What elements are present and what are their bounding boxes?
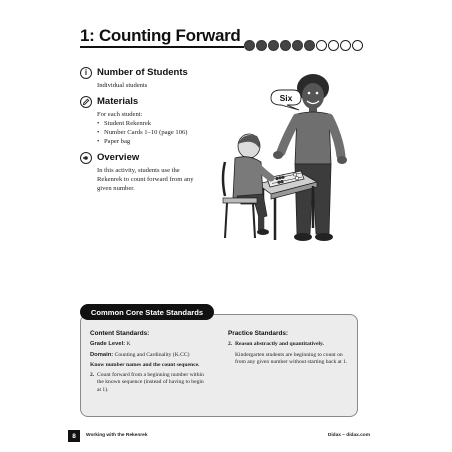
footer-book-title: Working with the Rekenrek bbox=[86, 433, 148, 438]
bead-icon bbox=[256, 40, 267, 51]
bead-icon bbox=[340, 40, 351, 51]
page-number: 8 bbox=[68, 430, 80, 442]
bead-icon bbox=[304, 40, 315, 51]
section-title: Materials bbox=[97, 96, 139, 107]
materials-list bbox=[97, 119, 188, 146]
rekenrek-beads-decoration bbox=[244, 40, 363, 52]
list-item: • Student Rekenrek bbox=[97, 119, 188, 128]
bead-icon bbox=[352, 40, 363, 51]
standard-line: at 1). bbox=[97, 386, 109, 393]
pencil-icon bbox=[80, 96, 92, 108]
section-body: Individual students bbox=[97, 82, 148, 89]
bead-icon bbox=[280, 40, 291, 51]
materials-intro: For each student: bbox=[97, 111, 143, 118]
bead-icon bbox=[292, 40, 303, 51]
overview-line: In this activity, students use the bbox=[97, 167, 180, 174]
standard-number: 2. bbox=[90, 372, 95, 379]
section-materials bbox=[80, 95, 188, 146]
content-standards bbox=[90, 330, 222, 397]
bead-icon bbox=[244, 40, 255, 51]
list-item: • Paper bag bbox=[97, 137, 188, 146]
page-title: 1: Counting Forward bbox=[80, 26, 241, 45]
list-item: • Number Cards 1–10 (page 106) bbox=[97, 128, 188, 137]
title-rule bbox=[80, 46, 244, 48]
section-title: Number of Students bbox=[97, 67, 188, 78]
play-icon bbox=[80, 152, 92, 164]
section-number-of-students bbox=[80, 66, 188, 90]
bead-icon bbox=[328, 40, 339, 51]
content-standards-heading: Content Standards: bbox=[90, 330, 150, 337]
domain-value: Counting and Cardinality (K.CC) bbox=[114, 351, 190, 358]
practice-line: from any given number without starting back at 1. bbox=[235, 358, 348, 365]
practice-standards bbox=[228, 330, 356, 366]
speech-bubble-text: Six bbox=[279, 93, 293, 103]
overview-line: given number. bbox=[97, 185, 135, 192]
grade-level-label: Grade Level: bbox=[90, 341, 126, 348]
practice-title: Reason abstractly and quantitatively. bbox=[235, 341, 324, 348]
standard-line: Count forward from a beginning number within bbox=[97, 372, 204, 379]
info-icon: i bbox=[80, 67, 92, 79]
footer-publisher: Didax – didax.com bbox=[327, 433, 370, 438]
overview-line: Rekenrek to count forward from any bbox=[97, 176, 194, 183]
cluster-heading: Know number names and the count sequence. bbox=[90, 361, 200, 368]
bead-icon bbox=[316, 40, 327, 51]
standard-line: the known sequence (instead of having to begin bbox=[97, 379, 204, 386]
domain-label: Domain: bbox=[90, 351, 114, 358]
bead-icon bbox=[268, 40, 279, 51]
teacher-student-illustration bbox=[205, 66, 385, 246]
grade-level-value: K bbox=[126, 341, 131, 348]
page-footer bbox=[68, 430, 370, 442]
section-title: Overview bbox=[97, 152, 140, 163]
practice-number: 2. bbox=[228, 341, 233, 348]
practice-standards-heading: Practice Standards: bbox=[228, 330, 289, 337]
section-overview bbox=[80, 151, 194, 193]
practice-line: Kindergarten students are beginning to count on bbox=[235, 351, 343, 358]
speech-bubble bbox=[271, 90, 301, 110]
ccss-tab-title: Common Core State Standards bbox=[80, 304, 214, 320]
